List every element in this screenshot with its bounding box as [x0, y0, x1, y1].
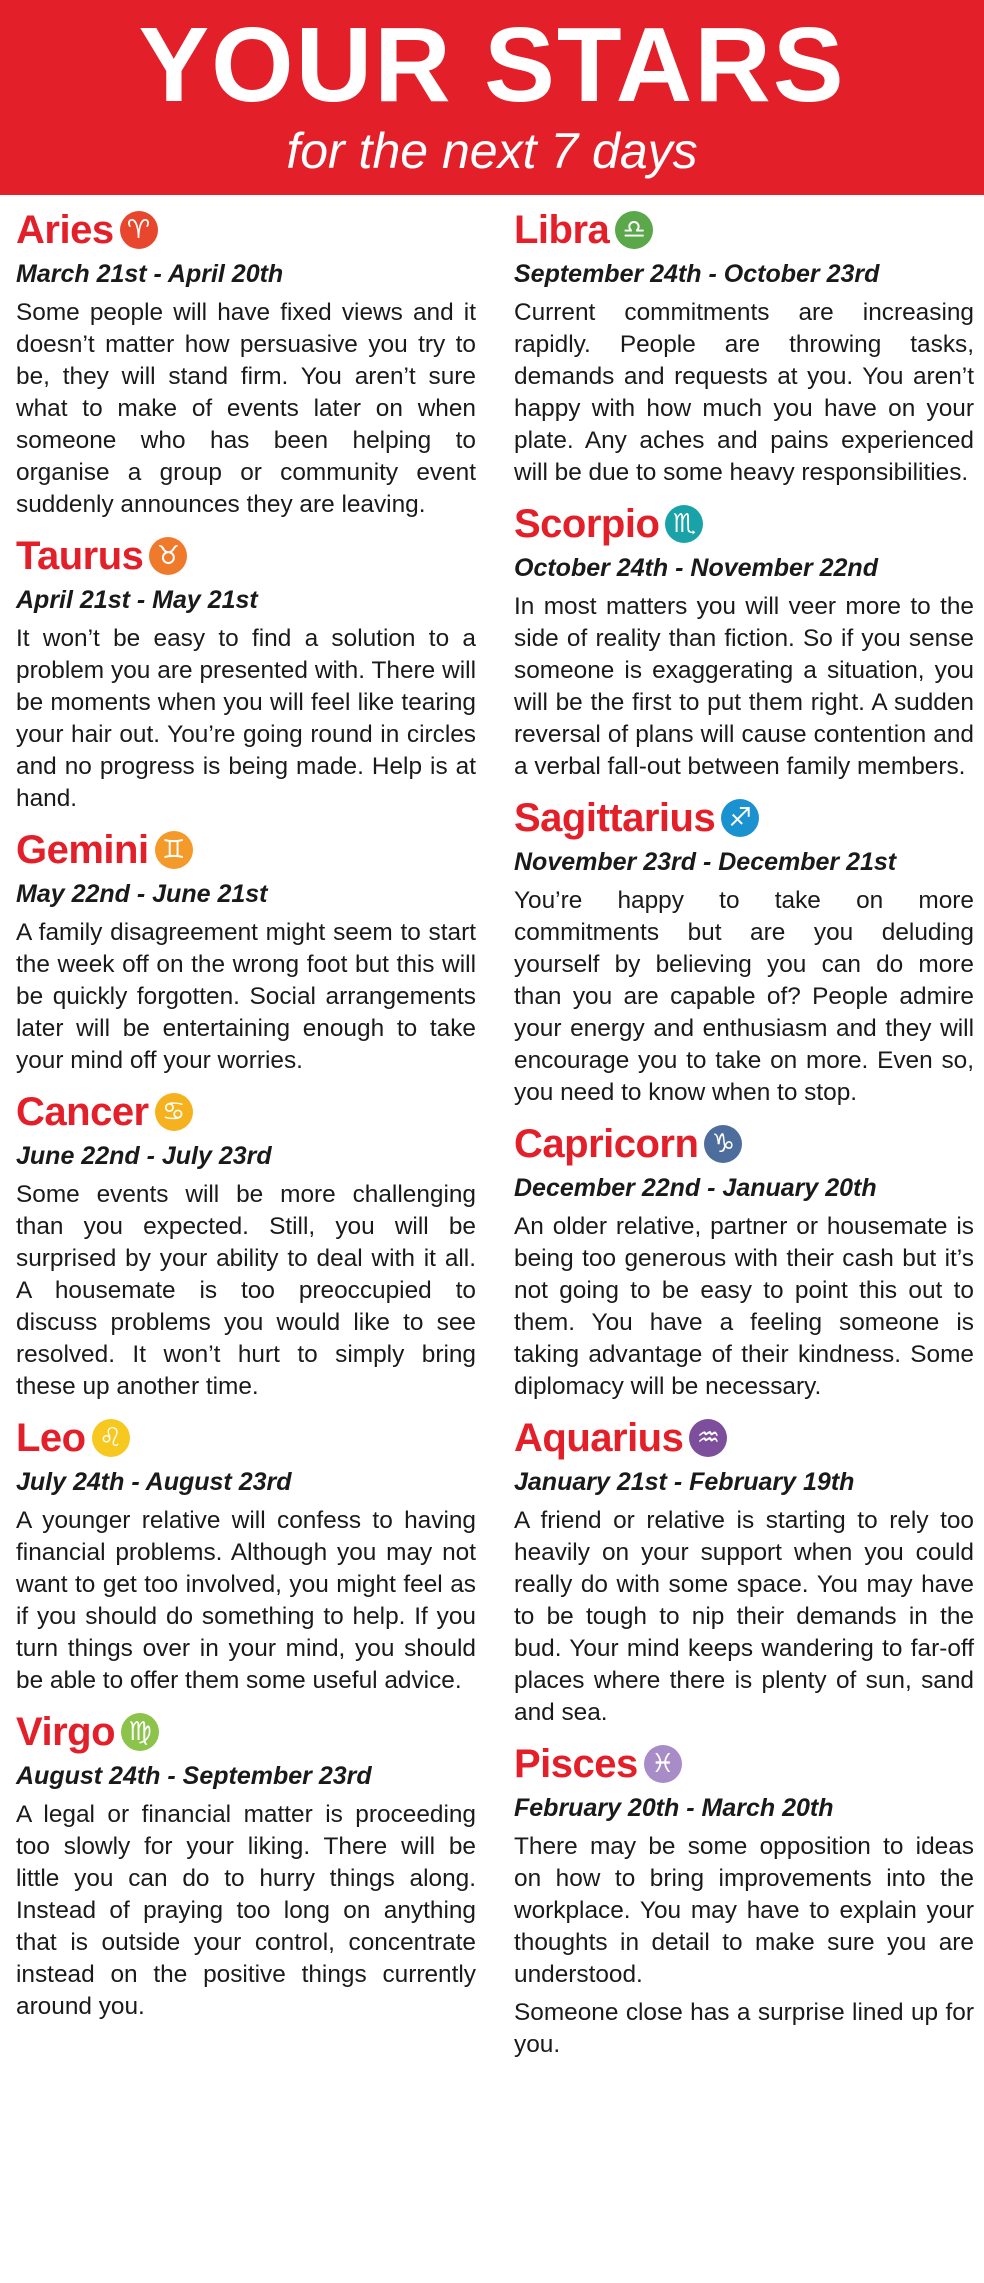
libra-icon: ♎	[615, 211, 653, 249]
sign-name: Gemini	[16, 828, 149, 872]
sign-gemini	[16, 825, 476, 1077]
sign-sagittarius	[514, 793, 974, 1109]
horoscope-columns	[0, 195, 984, 2061]
sign-forecast: It won’t be easy to find a solution to a problem you are presented with. There will be moments when you will feel like tearing your hair out. You’re going round in circles and no progress is being made. Help is at hand.	[16, 625, 476, 812]
sign-pisces	[514, 1739, 974, 2061]
leo-icon: ♌	[92, 1419, 130, 1457]
sign-forecast: In most matters you will veer more to the side of reality than fiction. So if you sense someone is exaggerating a situation, you will be the first to put them right. A sudden reversal of plans will cause contention and a verbal fall-out between family members.	[514, 593, 974, 780]
sign-scorpio	[514, 499, 974, 783]
sign-name: Pisces	[514, 1742, 638, 1786]
taurus-icon: ♉	[149, 537, 187, 575]
sign-aquarius	[514, 1413, 974, 1729]
sign-dates: June 22nd - July 23rd	[16, 1142, 272, 1170]
sign-dates: September 24th - October 23rd	[514, 260, 880, 288]
sign-name: Aries	[16, 208, 114, 252]
sign-name: Sagittarius	[514, 796, 716, 840]
sign-dates: December 22nd - January 20th	[514, 1174, 877, 1202]
sign-header	[514, 499, 974, 549]
sign-forecast: Current commitments are increasing rapidly. People are throwing tasks, demands and requests at you. You aren’t happy with how much you have on your plate. Any aches and pains experienced will be due to some heavy responsibilities.	[514, 299, 974, 486]
left-column	[16, 195, 476, 2061]
sign-dates: November 23rd - December 21st	[514, 848, 897, 876]
cancer-icon: ♋	[155, 1093, 193, 1131]
page-header	[0, 0, 984, 195]
sign-header	[514, 205, 974, 255]
sign-dates: April 21st - May 21st	[16, 586, 258, 614]
sign-forecast: Someone close has a surprise lined up for you.	[514, 1999, 974, 2058]
sign-name: Libra	[514, 208, 610, 252]
sign-header	[16, 205, 476, 255]
sign-header	[514, 793, 974, 843]
sign-dates: March 21st - April 20th	[16, 260, 284, 288]
sign-dates: January 21st - February 19th	[514, 1468, 855, 1496]
sign-name: Aquarius	[514, 1416, 684, 1460]
gemini-icon: ♊	[155, 831, 193, 869]
sign-virgo	[16, 1707, 476, 2023]
sign-name: Taurus	[16, 534, 144, 578]
page-subtitle: for the next 7 days	[286, 123, 698, 179]
sign-header	[514, 1119, 974, 1169]
sign-name: Leo	[16, 1416, 86, 1460]
sagittarius-icon: ♐	[721, 799, 759, 837]
sign-header	[16, 825, 476, 875]
sign-forecast: A younger relative will confess to having financial problems. Although you may not want to get too involved, you might feel as if you should do something to help. If you turn things over in your mind, you should be able to offer them some useful advice.	[16, 1507, 476, 1694]
sign-header	[16, 531, 476, 581]
sign-header	[514, 1739, 974, 1789]
sign-taurus	[16, 531, 476, 815]
sign-name: Capricorn	[514, 1122, 699, 1166]
sign-header	[16, 1413, 476, 1463]
virgo-icon: ♍	[121, 1713, 159, 1751]
sign-name: Scorpio	[514, 502, 660, 546]
sign-header	[16, 1707, 476, 1757]
sign-cancer	[16, 1087, 476, 1403]
sign-dates: October 24th - November 22nd	[514, 554, 878, 582]
sign-dates: July 24th - August 23rd	[16, 1468, 292, 1496]
sign-forecast: A friend or relative is starting to rely too heavily on your support when you could really do with some space. You may have to be tough to nip their demands in the bud. Your mind keeps wandering to far-off places where there is plenty of sun, sand and sea.	[514, 1507, 974, 1726]
sign-header	[16, 1087, 476, 1137]
sign-leo	[16, 1413, 476, 1697]
sign-forecast: There may be some opposition to ideas on how to bring improvements into the workplace. You may have to explain your thoughts in detail to make sure you are understood.	[514, 1833, 974, 1988]
sign-forecast: An older relative, partner or housemate is being too generous with their cash but it’s not going to be easy to point this out to them. You have a feeling someone is taking advantage of their kindness. Some diplomacy will be necessary.	[514, 1213, 974, 1400]
sign-name: Virgo	[16, 1710, 116, 1754]
sign-dates: May 22nd - June 21st	[16, 880, 268, 908]
sign-dates: August 24th - September 23rd	[16, 1762, 372, 1790]
pisces-icon: ♓	[644, 1745, 682, 1783]
sign-capricorn	[514, 1119, 974, 1403]
sign-dates: February 20th - March 20th	[514, 1794, 834, 1822]
sign-forecast: You’re happy to take on more commitments but are you deluding yourself by believing you can do more than you are capable of? People admire your energy and enthusiasm and they will encourage you to take on more. Even so, you need to know when to stop.	[514, 887, 974, 1106]
aries-icon: ♈	[120, 211, 158, 249]
sign-libra	[514, 205, 974, 489]
sign-forecast: A family disagreement might seem to start the week off on the wrong foot but this will be quickly forgotten. Social arrangements later will be entertaining enough to take your mind off your worries.	[16, 919, 476, 1074]
right-column	[514, 195, 974, 2061]
sign-forecast: Some people will have fixed views and it doesn’t matter how persuasive you try to be, they will stand firm. You aren’t sure what to make of events later on when someone who has been helping to organise a group or community event suddenly announces they are leaving.	[16, 299, 476, 518]
aquarius-icon: ♒	[689, 1419, 727, 1457]
sign-forecast: A legal or financial matter is proceeding too slowly for your liking. There will be little you can do to hurry things along. Instead of praying too long on anything that is outside your control, concentrate instead on the positive things currently around you.	[16, 1801, 476, 2020]
sign-name: Cancer	[16, 1090, 149, 1134]
sign-aries	[16, 205, 476, 521]
capricorn-icon: ♑	[704, 1125, 742, 1163]
page-title: YOUR STARS	[138, 6, 846, 124]
sign-forecast: Some events will be more challenging than you expected. Still, you will be surprised by your ability to deal with it all. A housemate is too preoccupied to discuss problems you would like to see resolved. It won’t hurt to simply bring these up another time.	[16, 1181, 476, 1400]
sign-header	[514, 1413, 974, 1463]
scorpio-icon: ♏	[665, 505, 703, 543]
